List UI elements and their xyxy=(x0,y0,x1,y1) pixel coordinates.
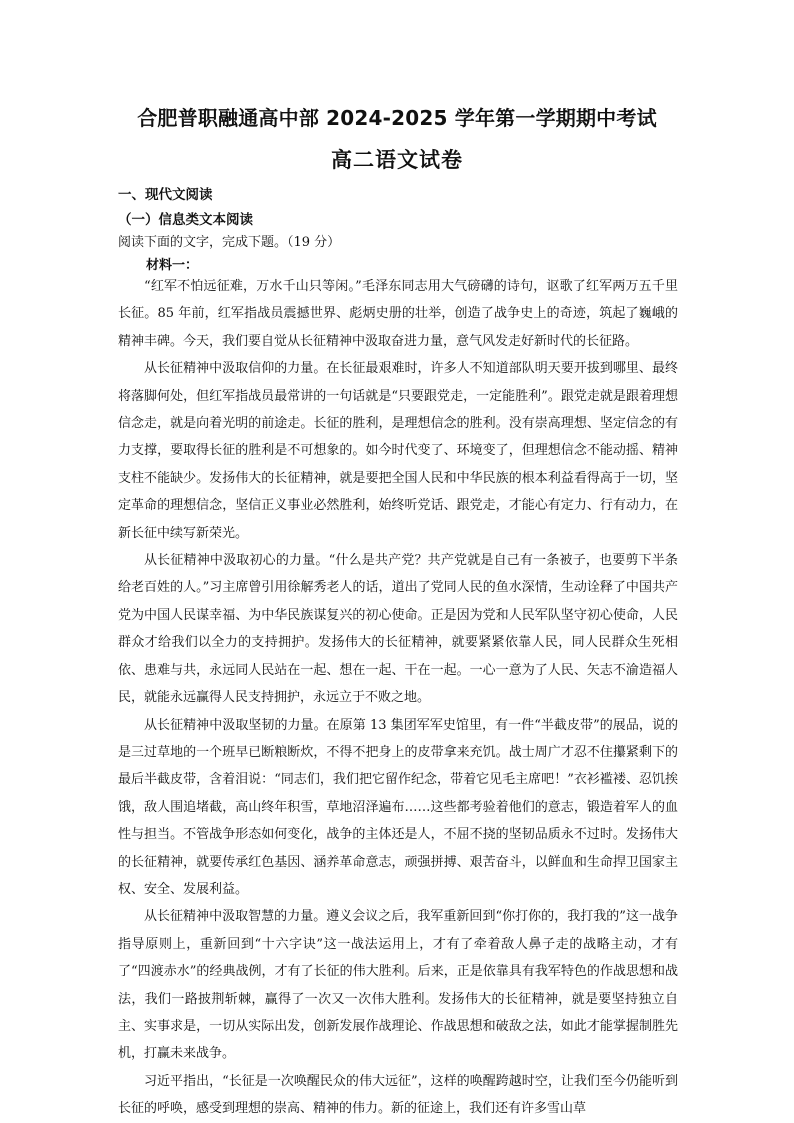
passage-paragraph: “红军不怕远征难，万水千山只等闲。”毛泽东同志用大气磅礴的诗句，讴歌了红军两万五千里长征。85 年前，红军指战员震撼世界、彪炳史册的壮举，创造了战争史上的奇迹，筑起了巍峨的精神丰碑。今天，我们要自觉从长征精神中汲取奋进力量，意气风发走好新时代的长征路。 xyxy=(118,279,678,349)
passage-paragraph: 从长征精神中汲取坚韧的力量。在原第 13 集团军军史馆里，有一件“半截皮带”的展品，说的是三过草地的一个班早已断粮断炊，不得不把身上的皮带拿来充饥。战士周广才忍不住攥紧剩下的最后半截皮带，含着泪说：“同志们，我们把它留作纪念，带着它见毛主席吧！”衣衫褴褛、忍饥挨饿，敌人围追堵截，高山终年积雪，草地沼泽遍布……这些都考验着他们的意志，锻造着军人的血性与担当。不管战争形态如何变化，战争的主体还是人，不屈不挠的坚韧品质永不过时。发扬伟大的长征精神，就要传承红色基因、涵养革命意志，顽强拼搏、艰苦奋斗，以鲜血和生命捍卫国家主权、安全、发展利益。 xyxy=(118,717,678,897)
passage-paragraph: 从长征精神中汲取信仰的力量。在长征最艰难时，许多人不知道部队明天要开拔到哪里、最终将落脚何处，但红军指战员最常讲的一句话就是“只要跟党走，一定能胜利”。跟党走就是跟着理想信念走，就是向着光明的前途走。长征的胜利，是理想信念的胜利。没有崇高理想、坚定信念的有力支撑，要取得长征的胜利是不可想象的。如今时代变了、环境变了，但理想信念不能动摇、精神支柱不能缺少。发扬伟大的长征精神，就是要把全国人民和中华民族的根本利益看得高于一切，坚定革命的理想信念，坚信正义事业必然胜利，始终听党话、跟党走，才能心有定力、行有动力，在新长征中续写新荣光。 xyxy=(118,361,678,541)
section-heading: 一、现代文阅读 xyxy=(118,187,213,203)
question-instruction: 阅读下面的文字，完成下题。（19 分） xyxy=(118,235,341,250)
material-label: 材料一： xyxy=(146,258,199,273)
passage-paragraph: 从长征精神中汲取初心的力量。“什么是共产党？共产党就是自己有一条被子，也要剪下半条给老百姓的人。”习主席曾引用徐解秀老人的话，道出了党同人民的鱼水深情，生动诠释了中国共产党为中国人民谋幸福、为中华民族谋复兴的初心使命。正是因为党和人民军队坚守初心使命，人民群众才给我们以全力的支持拥护。发扬伟大的长征精神，就要紧紧依靠人民，同人民群众生死相依、患难与共，永远同人民站在一起、想在一起、干在一起。一心一意为了人民、矢志不渝造福人民，就能永远赢得人民支持拥护，永远立于不败之地。 xyxy=(118,553,678,706)
exam-title: 合肥普职融通高中部 2024-2025 学年第一学期期中考试 xyxy=(137,106,657,130)
passage-paragraph: 从长征精神中汲取智慧的力量。遵义会议之后，我军重新回到“你打你的，我打我的”这一战争指导原则上，重新回到“十六字诀”这一战法运用上，才有了牵着敌人鼻子走的战略主动，才有了“四渡赤水”的经典战例，才有了长征的伟大胜利。后来，正是依靠具有我军特色的作战思想和战法，我们一路披荆斩棘，赢得了一次又一次伟大胜利。发扬伟大的长征精神，就是要坚持独立自主、实事求是，一切从实际出发，创新发展作战理论、作战思想和破敌之法，如此才能掌握制胜先机，打赢未来战争。 xyxy=(118,909,678,1062)
passage-paragraph: 习近平指出，“长征是一次唤醒民众的伟大远征”，这样的唤醒跨越时空，让我们至今仍能听到长征的呼唤，感受到理想的崇高、精神的伟力。新的征途上，我们还有许多雪山草 xyxy=(118,1073,678,1117)
passage-body xyxy=(118,273,678,1123)
exam-subtitle: 高二语文试卷 xyxy=(331,148,463,172)
subsection-heading: （一）信息类文本阅读 xyxy=(118,212,253,228)
